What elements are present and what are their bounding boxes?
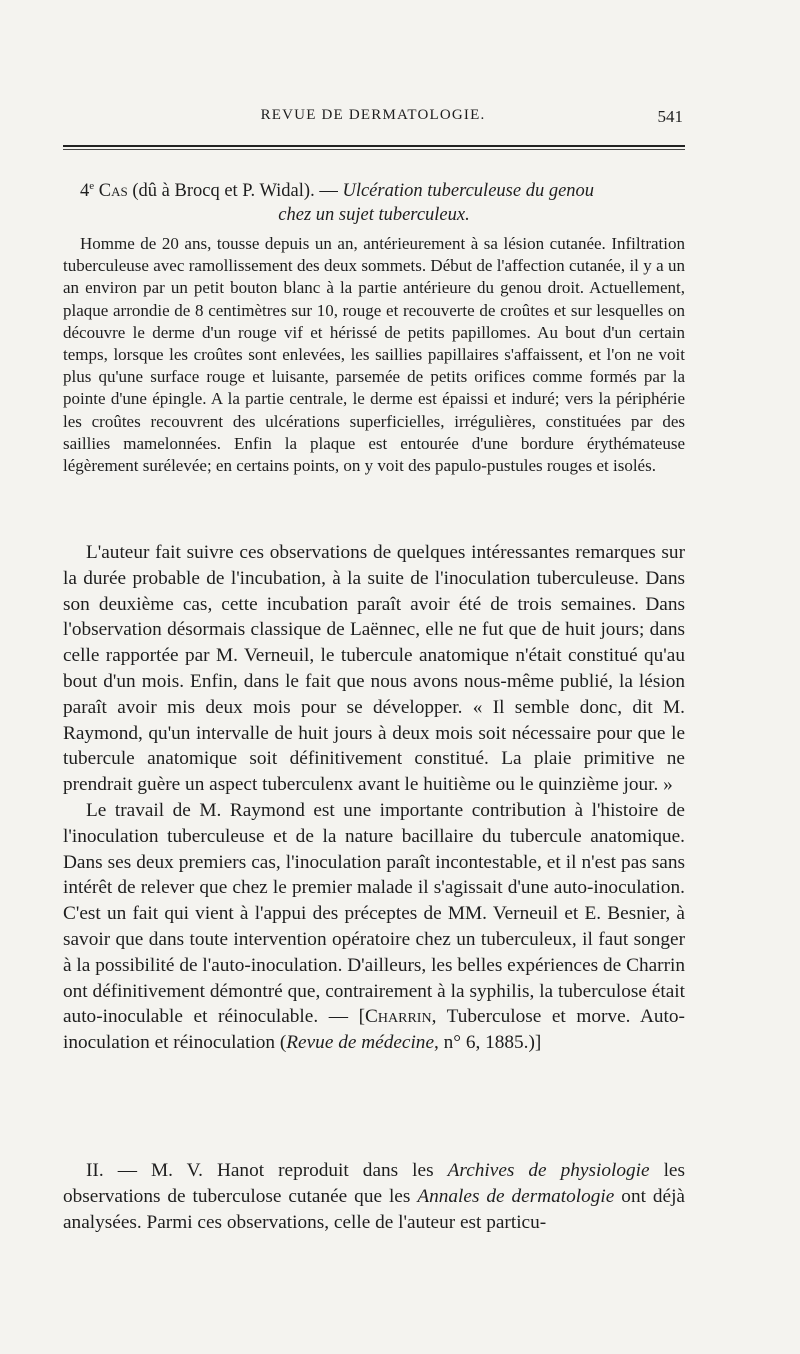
- hanot-text-b: les observations de tuberculose cutanée que les: [63, 1160, 685, 1207]
- case-text: Homme de 20 ans, tousse depuis un an, antérieurement à sa lésion cutanée. Infiltration tuberculeuse avec ramollissement des deux sommets. Début de l'affection cutanée, il y a un an environ par un petit bouton blanc à la partie antérieure du genou droit. Actuellement, plaque arrondie de 8 centimètres sur 10, rouge et recouverte de croûtes et sur lesquelles on découvre le derme d'un rouge vif et hérissé de petits papillomes. Au bout d'un certain temps, lorsque les croûtes sont enlevées, les saillies papillaires s'affaissent, et l'on ne voit plus qu'une surface rouge et luisante, parsemée de petits orifices comme formés par la pointe d'une épingle. A la partie centrale, le derme est épaissi et induré; vers la périphérie les croûtes recouvrent des ulcérations superficielles, irrégulières, constituées par des saillies mamelonnées. Enfin la plaque est entourée d'une bordure érythémateuse légèrement surélevée; en certains points, on y voit des papulo-pustules rouges et isolés.: [63, 234, 685, 476]
- paragraph-hanot: [63, 1158, 685, 1235]
- running-title: REVUE DE DERMATOLOGIE.: [260, 107, 486, 123]
- header-rule-thick: [63, 145, 685, 147]
- citation-title: , Tuberculose et morve. Auto-inoculation et réinoculation (: [63, 1006, 685, 1054]
- hanot-text-a: II. — M. V. Hanot reproduit dans les: [86, 1160, 448, 1181]
- paragraph-raymond-main: Le travail de M. Raymond est une importante contribution à l'histoire de l'inoculation tuberculeuse et de la nature bacillaire du tubercule anatomique. Dans ses deux premiers cas, l'inoculation paraît incontestable, et il n'est pas sans intérêt de relever que chez le premier malade il s'agissait d'une auto-inoculation. C'est un fait qui vient à l'appui des préceptes de MM. Verneuil et E. Besnier, à savoir que dans toute intervention opératoire chez un tuberculeux, il faut songer à la possibilité de l'auto-inoculation. D'ailleurs, les belles expériences de Charrin ont définitivement démontré que, contrairement à la syphilis, la tuberculose était auto-inoculable et réinoculable. — [: [63, 799, 685, 1028]
- hanot-text-c: ont déjà analysées. Parmi ces observations, celle de l'auteur est particu-: [63, 1185, 685, 1233]
- case-label: Cas: [98, 181, 128, 202]
- case-authors: (dû à Brocq et P. Widal). —: [132, 181, 338, 202]
- case-number-superscript: e: [89, 180, 95, 192]
- running-header: [63, 107, 683, 131]
- citation-end: , n° 6, 1885.)]: [434, 1032, 542, 1054]
- case-title-line2: chez un sujet tuberculeux.: [278, 205, 470, 226]
- citation-journal: Revue de médecine: [286, 1032, 435, 1054]
- main-text: [63, 540, 685, 1056]
- case-number: 4: [80, 181, 90, 202]
- header-rule-thin: [63, 149, 685, 150]
- hanot-journal-1: Archives de physiologie: [447, 1160, 650, 1181]
- citation-author: Charrin: [365, 1006, 432, 1028]
- section-ii: [63, 1158, 685, 1235]
- page-number: 541: [657, 107, 683, 126]
- case-description: [63, 233, 685, 477]
- paragraph-incubation: L'auteur fait suivre ces observations de quelques intéressantes remarques sur la durée probable de l'incubation, à la suite de l'inoculation tuberculeuse. Dans son deuxième cas, cette incubation paraît avoir été de trois semaines. Dans l'observation désormais classique de Laënnec, elle ne fut que de huit jours; dans celle rapportée par M. Verneuil, le tubercule anatomique n'était constitué qu'au bout d'un mois. Enfin, dans le fait que nous avons nous-même publié, la lésion paraît avoir mis deux mois pour se développer. « Il semble donc, dit M. Raymond, qu'un intervalle de huit jours à deux mois soit nécessaire pour que le tubercule anatomique soit définitivement constitué. La plaie primitive ne prendrait guère un aspect tuberculenx avant le huitième ou le quinzième jour. »: [63, 542, 685, 796]
- paragraph-raymond-work: [63, 798, 685, 1056]
- hanot-journal-2: Annales de dermatologie: [417, 1185, 615, 1207]
- case-title-line1: Ulcération tuberculeuse du genou: [342, 181, 595, 202]
- case-heading: [63, 174, 685, 227]
